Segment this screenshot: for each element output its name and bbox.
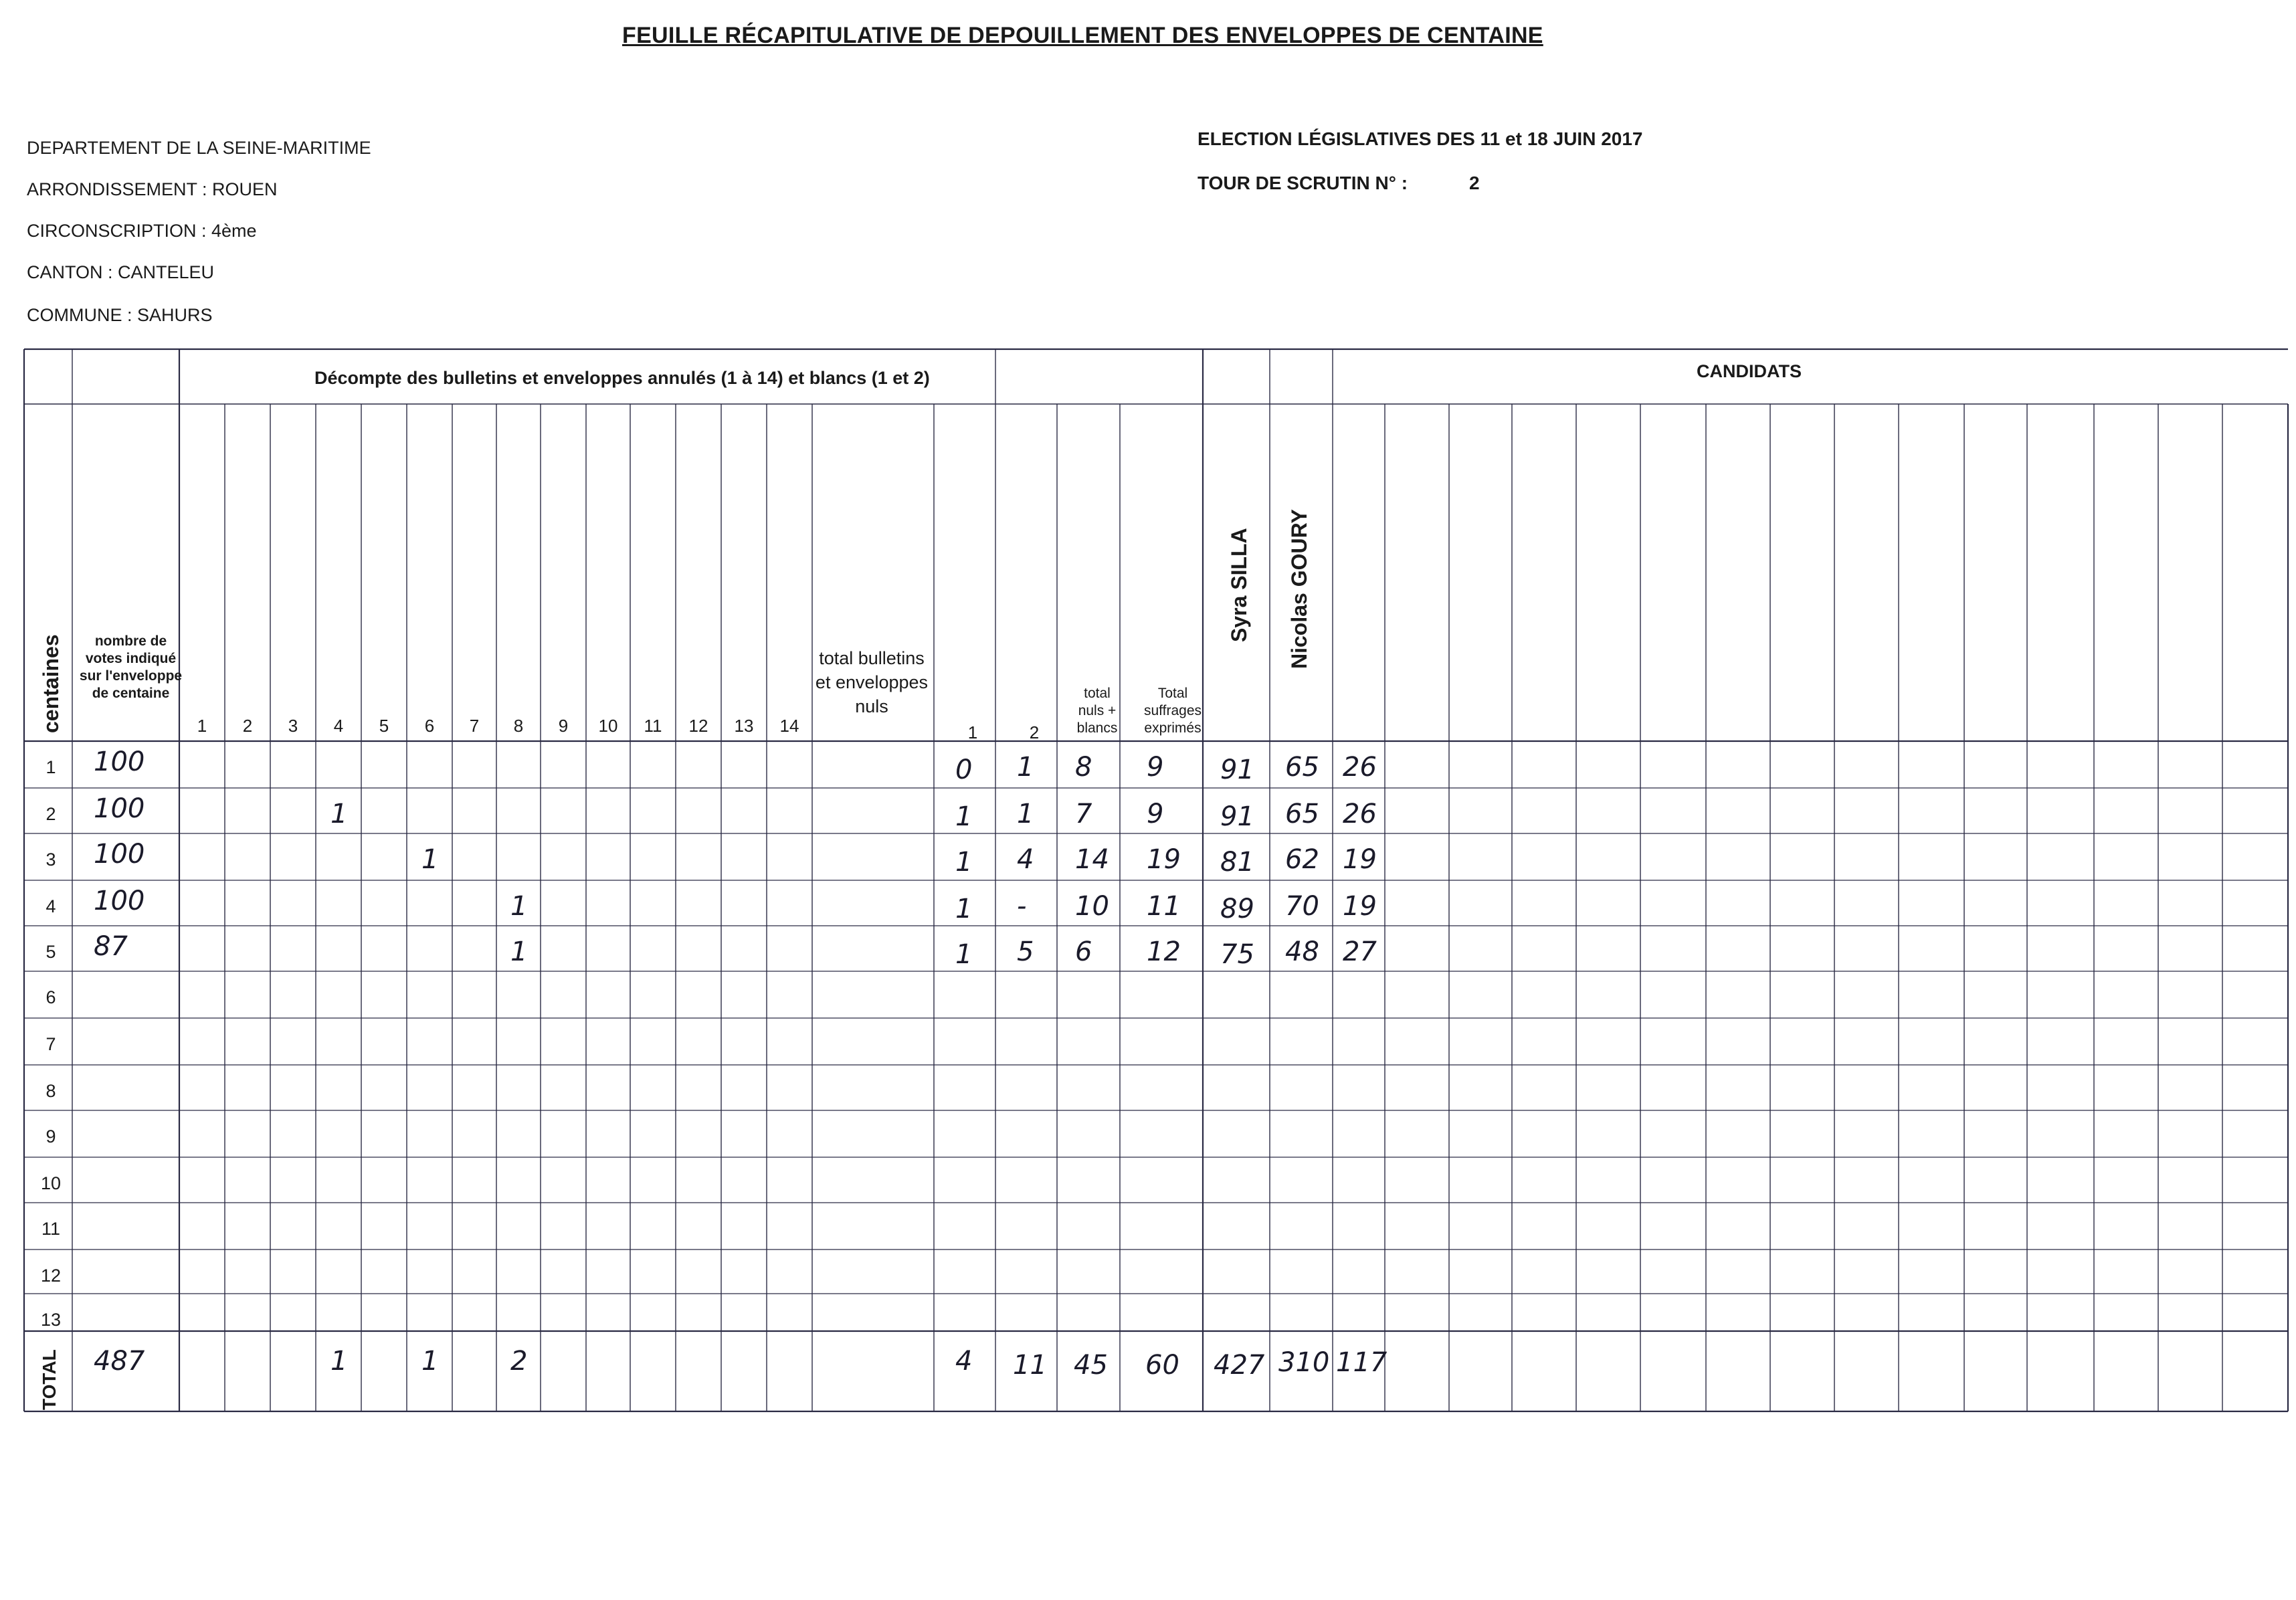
candidate-name-1: Syra SILLA [1227, 528, 1251, 642]
row-number: 11 [41, 1219, 61, 1239]
annul-col-5: 5 [379, 716, 389, 736]
cell-nuls-blancs: 19 [1147, 844, 1181, 875]
cell-candidate-1: 65 [1285, 799, 1319, 829]
row-number: 5 [45, 942, 56, 962]
total-nuls: 4 [955, 1346, 973, 1377]
tour-value: 2 [1469, 173, 1480, 193]
tour-label: TOUR DE SCRUTIN N° : [1198, 173, 1408, 193]
annul-col-13: 13 [734, 716, 754, 736]
cell-nuls-blancs: 11 [1147, 891, 1181, 922]
total-votes: 487 [94, 1346, 145, 1377]
cell-nuls-blancs: 12 [1147, 936, 1181, 967]
annul-col-11: 11 [644, 716, 662, 736]
cell-candidate-1: 70 [1285, 891, 1319, 922]
cell-candidate-2: 19 [1343, 891, 1377, 922]
row-number: 12 [40, 1266, 62, 1286]
blanc-col-2: 2 [1029, 722, 1040, 742]
page-title: FEUILLE RÉCAPITULATIVE DE DEPOUILLEMENT DES ENVELOPPES DE CENTAINE [622, 23, 1543, 48]
cell-annul: 1 [330, 799, 348, 829]
row-number: 2 [45, 804, 56, 824]
cell-candidate-1: 65 [1285, 752, 1319, 783]
cell-total-nuls: 1 [955, 801, 973, 832]
cell-blanc-2: 6 [1075, 936, 1092, 967]
cell-annul: 1 [510, 891, 528, 922]
total-exprimes: 427 [1214, 1350, 1265, 1381]
cell-annul: 1 [510, 936, 528, 967]
meta-circonscription: CIRCONSCRIPTION : 4ème [27, 221, 257, 241]
total-candidate-1: 310 [1278, 1347, 1330, 1378]
total-exprimes-label: Total suffrages exprimés [1144, 686, 1202, 736]
candidats-header: CANDIDATS [1697, 361, 1802, 381]
annul-col-3: 3 [288, 716, 298, 736]
total-candidate-2: 117 [1336, 1347, 1388, 1378]
total-nuls-blancs-label: total nuls + blancs [1076, 686, 1118, 736]
cell-total-nuls: 0 [955, 755, 973, 785]
total-annul-8: 2 [510, 1346, 528, 1377]
cell-blanc-1: 5 [1017, 936, 1034, 967]
cell-exprimes: 75 [1220, 939, 1254, 970]
meta-arrondissement: ARRONDISSEMENT : ROUEN [27, 179, 278, 199]
total-blanc-2: 45 [1074, 1350, 1108, 1381]
cell-exprimes: 91 [1220, 755, 1254, 785]
cell-votes: 100 [94, 839, 145, 870]
cell-blanc-2: 7 [1075, 799, 1092, 829]
cell-blanc-2: 14 [1075, 844, 1109, 875]
row-number: 1 [45, 757, 56, 777]
cell-total-nuls: 1 [955, 894, 973, 924]
annul-col-7: 7 [469, 716, 480, 736]
cell-votes: 100 [94, 886, 145, 916]
annul-col-1: 1 [197, 716, 207, 736]
total-blanc-1: 11 [1013, 1350, 1047, 1381]
cell-candidate-2: 19 [1343, 844, 1377, 875]
candidate-name-2: Nicolas GOURY [1287, 509, 1311, 669]
total-annul-4: 1 [330, 1346, 348, 1377]
nombre-votes-label: nombre de votes indiqué sur l'enveloppe de centaine [79, 633, 183, 701]
row-number: 9 [45, 1126, 56, 1146]
cell-votes: 100 [94, 793, 145, 824]
decompte-header: Décompte des bulletins et enveloppes annulés (1 à 14) et blancs (1 et 2) [314, 368, 930, 388]
total-nuls-label: total bulletins et enveloppes nuls [815, 648, 929, 716]
cell-blanc-1: 4 [1017, 844, 1034, 875]
total-label: TOTAL [39, 1349, 60, 1410]
cell-candidate-1: 48 [1285, 936, 1319, 967]
cell-exprimes: 89 [1220, 894, 1254, 924]
total-annul-6: 1 [421, 1346, 439, 1377]
cell-exprimes: 81 [1220, 847, 1254, 878]
cell-annul: 1 [421, 844, 439, 875]
cell-votes: 87 [94, 931, 128, 962]
annul-col-2: 2 [242, 716, 253, 736]
row-number: 10 [40, 1173, 62, 1193]
cell-blanc-1: 1 [1017, 752, 1034, 783]
annul-col-6: 6 [424, 716, 435, 736]
blanc-col-1: 1 [967, 722, 978, 742]
annul-col-14: 14 [779, 716, 799, 736]
meta-commune: COMMUNE : SAHURS [27, 305, 213, 325]
centaines-label: centaines [39, 634, 63, 733]
cell-nuls-blancs: 9 [1147, 799, 1164, 829]
row-number: 13 [40, 1310, 62, 1330]
row-number: 6 [45, 987, 56, 1007]
row-number: 7 [45, 1034, 56, 1054]
annul-col-8: 8 [513, 716, 524, 736]
annul-col-10: 10 [598, 716, 618, 736]
cell-candidate-2: 26 [1343, 799, 1377, 829]
annul-col-12: 12 [688, 716, 708, 736]
cell-candidate-2: 26 [1343, 752, 1377, 783]
row-number: 8 [45, 1081, 56, 1101]
cell-candidate-2: 27 [1343, 936, 1377, 967]
annul-col-4: 4 [333, 716, 344, 736]
cell-nuls-blancs: 9 [1147, 752, 1164, 783]
annul-col-9: 9 [558, 716, 569, 736]
cell-blanc-1: - [1017, 891, 1027, 922]
cell-blanc-2: 10 [1075, 891, 1109, 922]
meta-departement: DEPARTEMENT DE LA SEINE-MARITIME [27, 138, 371, 158]
cell-exprimes: 91 [1220, 801, 1254, 832]
row-number: 4 [45, 896, 56, 916]
row-number: 3 [45, 849, 56, 870]
cell-candidate-1: 62 [1285, 844, 1319, 875]
cell-blanc-1: 1 [1017, 799, 1034, 829]
cell-total-nuls: 1 [955, 939, 973, 970]
total-nuls-blancs: 60 [1145, 1350, 1179, 1381]
meta-canton: CANTON : CANTELEU [27, 262, 215, 282]
cell-blanc-2: 8 [1075, 752, 1092, 783]
cell-total-nuls: 1 [955, 847, 973, 878]
election-title: ELECTION LÉGISLATIVES DES 11 et 18 JUIN 2017 [1198, 128, 1643, 149]
cell-votes: 100 [94, 746, 145, 777]
